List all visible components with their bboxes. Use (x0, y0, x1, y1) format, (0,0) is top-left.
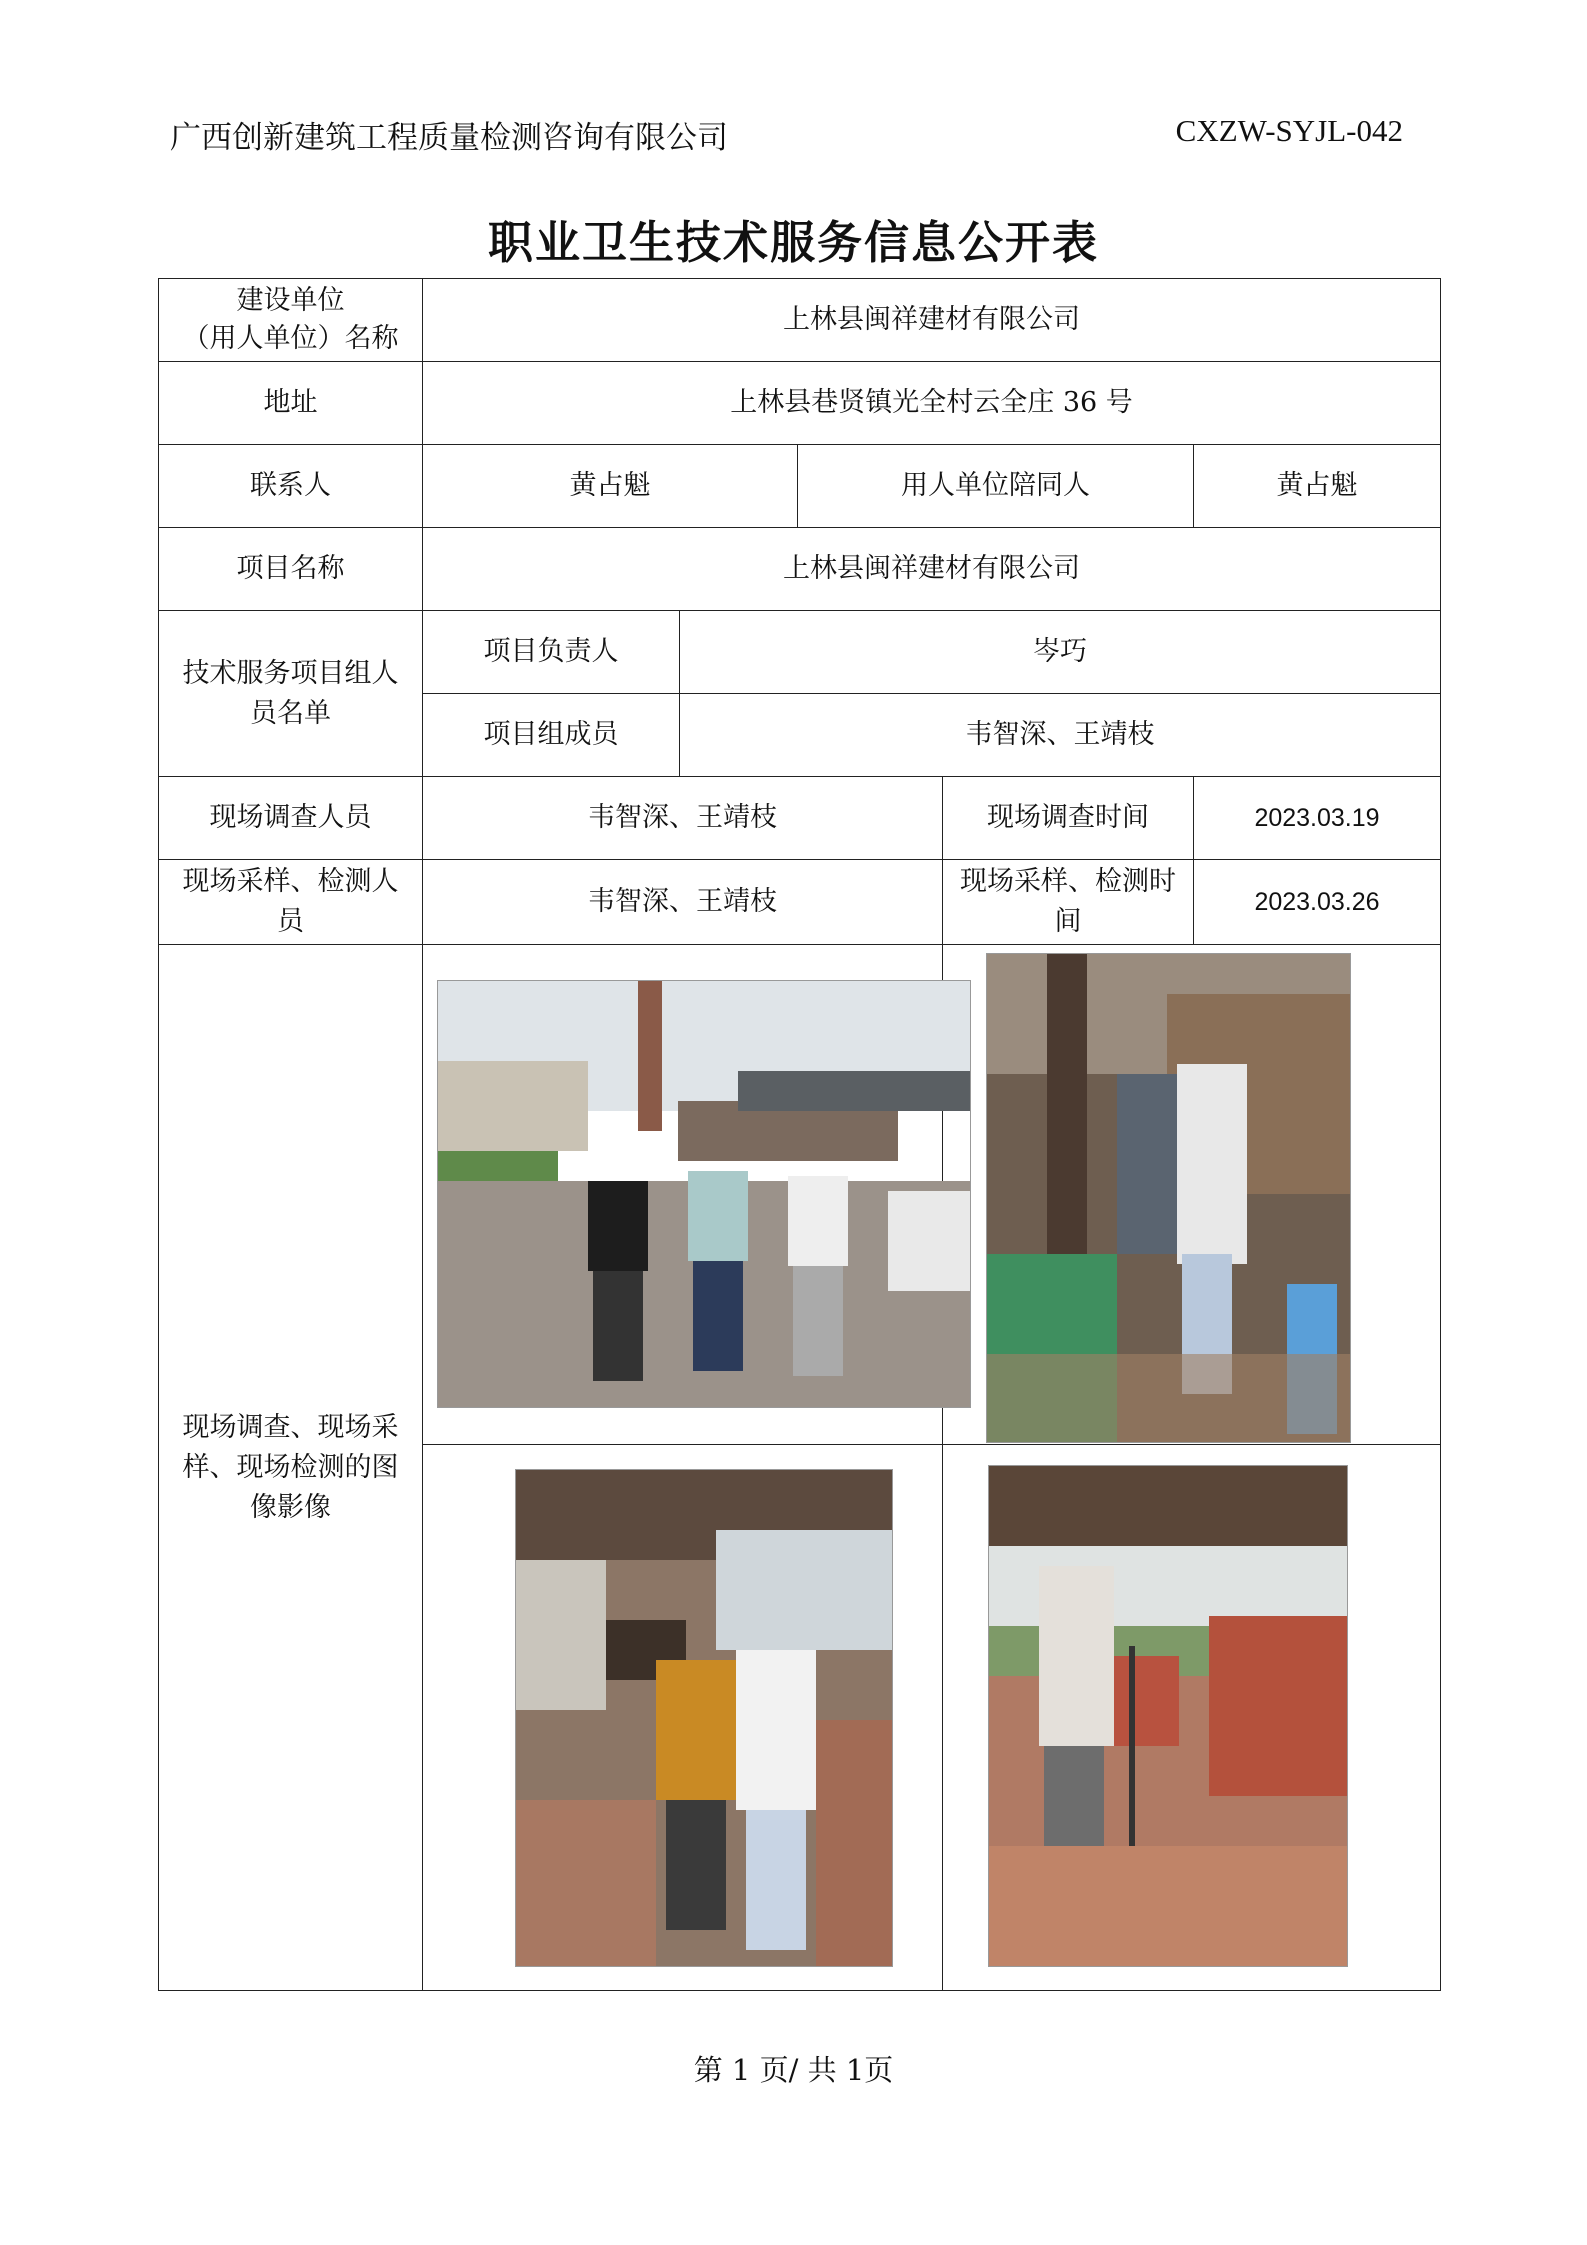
employer-value: 上林县闽祥建材有限公司 (423, 279, 1441, 362)
photo-cell-3 (423, 1445, 943, 1991)
photo-cell-4 (943, 1445, 1441, 1991)
photo-cell-1 (423, 945, 943, 1445)
address-value: 上林县巷贤镇光全村云全庄 36 号 (423, 362, 1441, 445)
row-sampling (159, 860, 1441, 945)
survey-staff-value: 韦智深、王靖枝 (423, 777, 943, 860)
members-value: 韦智深、王靖枝 (680, 694, 1441, 777)
leader-label: 项目负责人 (423, 611, 680, 694)
employer-label-line1: 建设单位 (236, 285, 345, 316)
images-label: 现场调查、现场采样、现场检测的图像影像 (159, 945, 423, 1991)
survey-time-label: 现场调查时间 (943, 777, 1194, 860)
address-label: 地址 (159, 362, 423, 445)
site-photo-workshop (986, 953, 1351, 1443)
sampling-staff-label: 现场采样、检测人员 (159, 860, 423, 945)
site-photo-measurement (988, 1465, 1348, 1967)
row-survey (159, 777, 1441, 860)
page-title: 职业卫生技术服务信息公开表 (487, 216, 1099, 269)
leader-value: 岑巧 (680, 611, 1441, 694)
sampling-time-value: 2023.03.26 (1194, 860, 1441, 945)
info-table (158, 278, 1441, 1991)
row-project (159, 528, 1441, 611)
row-address (159, 362, 1441, 445)
contact-value: 黄占魁 (423, 445, 798, 528)
survey-staff-label: 现场调查人员 (159, 777, 423, 860)
page-number: 第 1 页/ 共 1页 (693, 2053, 894, 2087)
contact-label: 联系人 (159, 445, 423, 528)
sampling-staff-value: 韦智深、王靖枝 (423, 860, 943, 945)
survey-time-value: 2023.03.19 (1194, 777, 1441, 860)
employer-label-line2: （用人单位）名称 (182, 323, 399, 354)
companion-label: 用人单位陪同人 (798, 445, 1194, 528)
site-photo-group (437, 980, 971, 1408)
members-label: 项目组成员 (423, 694, 680, 777)
row-team-leader (159, 611, 1441, 694)
row-contact (159, 445, 1441, 528)
project-value: 上林县闽祥建材有限公司 (423, 528, 1441, 611)
team-label: 技术服务项目组人员名单 (159, 611, 423, 777)
companion-value: 黄占魁 (1194, 445, 1441, 528)
sampling-time-label: 现场采样、检测时间 (943, 860, 1194, 945)
employer-label (159, 279, 423, 362)
row-images-top (159, 945, 1441, 1445)
site-photo-sampling (515, 1469, 893, 1967)
project-label: 项目名称 (159, 528, 423, 611)
row-employer (159, 279, 1441, 362)
company-name: 广西创新建筑工程质量检测咨询有限公司 (170, 120, 728, 156)
photo-cell-2 (943, 945, 1441, 1445)
document-code: CXZW-SYJL-042 (1175, 113, 1403, 148)
